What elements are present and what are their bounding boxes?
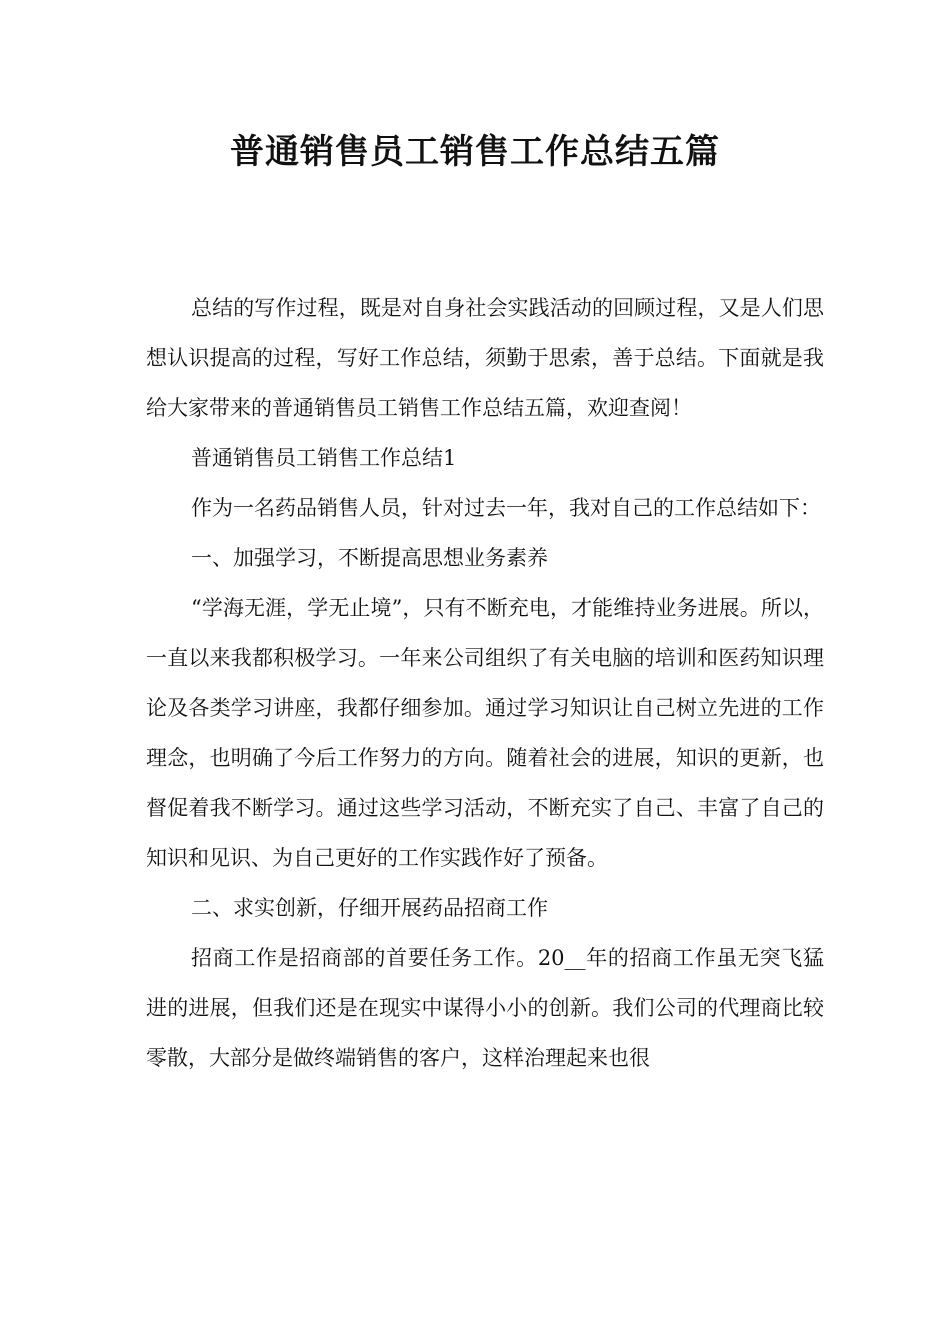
section-heading-summary-1: 普通销售员工销售工作总结1 [191,446,457,470]
intro-paragraph: 总结的写作过程，既是对自身社会实践活动的回顾过程，又是人们思想认识提高的过程，写好工作总结，须勤于思索，善于总结。下面就是我给大家带来的普通销售员工销售工作总结五篇，欢迎查阅！ [146,296,824,420]
document-title: 普通销售员工销售工作总结五篇 [230,132,720,172]
investment-paragraph: 招商工作是招商部的首要任务工作。20__年的招商工作虽无突飞猛进的进展，但我们还是在现实中谋得小小的创新。我们公司的代理商比较零散，大部分是做终端销售的客户，这样治理起来也很 [146,946,824,1070]
document-body [146,283,824,1083]
subheading-investment: 二、求实创新，仔细开展药品招商工作 [191,896,548,920]
study-paragraph: “学海无涯，学无止境”，只有不断充电，才能维持业务进展。所以，一直以来我都积极学习。一年来公司组织了有关电脑的培训和医药知识理论及各类学习讲座，我都仔细参加。通过学习知识让自己树立先进的工作理念，也明确了今后工作努力的方向。随着社会的进展，知识的更新，也督促着我不断学习。通过这些学习活动，不断充实了自己、丰富了自己的知识和见识、为自己更好的工作实践作好了预备。 [146,596,824,870]
subheading-study: 一、加强学习，不断提高思想业务素养 [191,546,548,570]
summary-opening-paragraph: 作为一名药品销售人员，针对过去一年，我对自己的工作总结如下： [191,496,821,520]
